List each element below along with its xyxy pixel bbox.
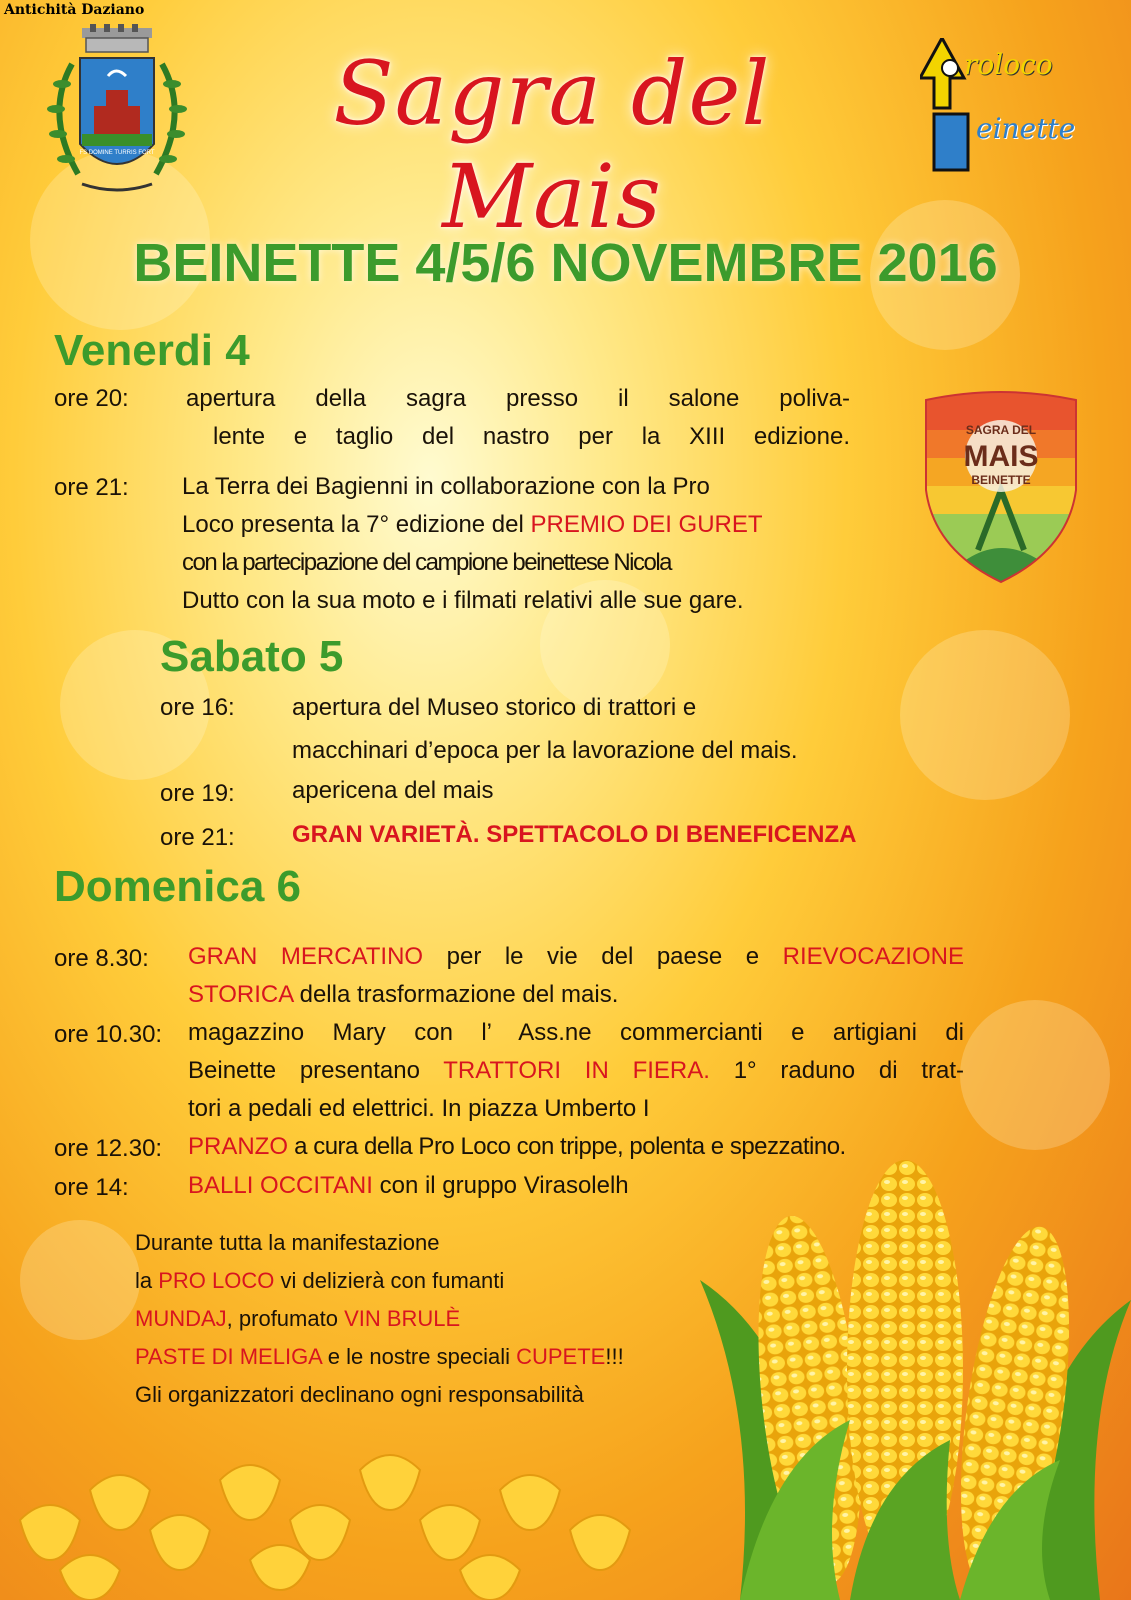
time-dom-1230: ore 12.30: [54,1135,163,1162]
sagra-badge-icon [918,390,1084,586]
event-title: Sagra del Mais [333,42,771,248]
time-dom-14: ore 14: [54,1174,129,1201]
event-line: lente e taglio del nastro per la XIII edizione. [213,423,850,450]
time-sab-16: ore 16: [160,694,235,721]
note-line [135,1300,624,1338]
proloco-top-text: roloco [964,48,1053,81]
badge-line-3: BEINETTE [971,473,1031,487]
highlight-text: RIEVOCAZIONE [782,943,964,970]
event-dom-14 [188,1167,629,1205]
event-line: magazzino Mary con l’ Ass.ne commercianti e artigiani di [188,1019,964,1046]
event-sab-19: apericena del mais [292,777,494,804]
coat-of-arms-icon [32,24,202,204]
highlight-text: MUNDAJ [135,1306,227,1331]
note-line: Gli organizzatori declinano ogni responsabilità [135,1382,584,1407]
time-dom-1030: ore 10.30: [54,1021,163,1048]
note-line [135,1338,624,1376]
event-text: della trasformazione del mais. [292,981,619,1008]
event-dom-830 [188,938,964,1014]
time-sab-19: ore 19: [160,780,235,807]
badge-line-1: SAGRA DEL [965,423,1037,437]
event-line: macchinari d’epoca per la lavorazione del mais. [292,737,798,764]
highlight-text: STORICA [188,981,293,1008]
event-sab-16 [292,686,932,772]
highlight-text: GRAN MERCATINO [188,943,424,970]
note-text: e le nostre speciali [321,1344,517,1369]
event-line [182,506,852,544]
proloco-logo [920,38,1120,178]
note-text: la [135,1268,159,1293]
event-sab-21: GRAN VARIETÀ. SPETTACOLO DI BENEFICENZA [292,821,857,848]
highlight-text: PREMIO DEI GURET [530,511,763,538]
event-text: Loco presenta la 7° edizione del [182,511,531,538]
event-line: La Terra dei Bagienni in collaborazione con la Pro [182,473,710,500]
event-ven-21 [182,468,852,620]
highlight-text: PASTE DI MELIGA [135,1344,322,1369]
event-line [188,1052,964,1090]
note-text: !!! [605,1344,624,1369]
day-heading-domenica: Domenica 6 [54,862,301,911]
bokeh-light [960,1000,1110,1150]
event-line: Dutto con la sua moto e i filmati relativi alle sue gare. [182,587,744,614]
badge-line-2: MAIS [963,440,1039,473]
event-text: per le vie del paese e [423,943,783,970]
highlight-text: TRATTORI IN FIERA. [443,1057,710,1084]
time-ven-21: ore 21: [54,474,129,501]
event-text: Beinette presentano [188,1057,444,1084]
event-line [188,976,964,1014]
event-dates: BEINETTE 4/5/6 NOVEMBRE 2016 [133,233,998,293]
note-line [135,1262,624,1300]
event-line: tori a pedali ed elettrici. In piazza Umberto I [188,1095,650,1122]
time-ven-20: ore 20: [54,385,129,412]
watermark: Antichità Daziano [4,2,145,18]
time-sab-21: ore 21: [160,824,235,851]
event-line [188,938,964,976]
day-heading-sabato: Sabato 5 [160,632,344,681]
event-text: con il gruppo Virasolelh [372,1172,629,1199]
note-text: , profumato [226,1306,345,1331]
time-dom-830: ore 8.30: [54,945,149,972]
highlight-text: VIN BRULÈ [344,1306,461,1331]
corn-kernels-icon [0,1400,700,1600]
highlight-text: CUPETE [516,1344,606,1369]
day-heading-venerdi: Venerdi 4 [54,326,250,375]
highlight-text: PRO LOCO [158,1268,275,1293]
event-line: apertura del Museo storico di trattori e [292,694,697,721]
event-line: con la partecipazione del campione beinettese Nicola [182,549,672,576]
closing-note [135,1224,624,1414]
event-dom-1030 [188,1014,964,1128]
bokeh-light [20,1220,140,1340]
note-text: vi delizierà con fumanti [274,1268,505,1293]
proloco-bottom-text: einette [976,112,1076,145]
event-text: a cura della Pro Loco con trippe, polenta e spezzatino. [288,1133,846,1160]
event-line: apertura della sagra presso il salone poliva- [186,385,850,412]
highlight-text: PRANZO [188,1133,289,1160]
event-ven-20 [186,380,850,456]
corn-cobs-icon [700,1160,1131,1600]
crest-motto: FS DOMINE TURRIS FORT [79,150,155,156]
event-text: 1° raduno di trat- [709,1057,965,1084]
note-line: Durante tutta la manifestazione [135,1230,440,1255]
highlight-text: BALLI OCCITANI [188,1172,373,1199]
